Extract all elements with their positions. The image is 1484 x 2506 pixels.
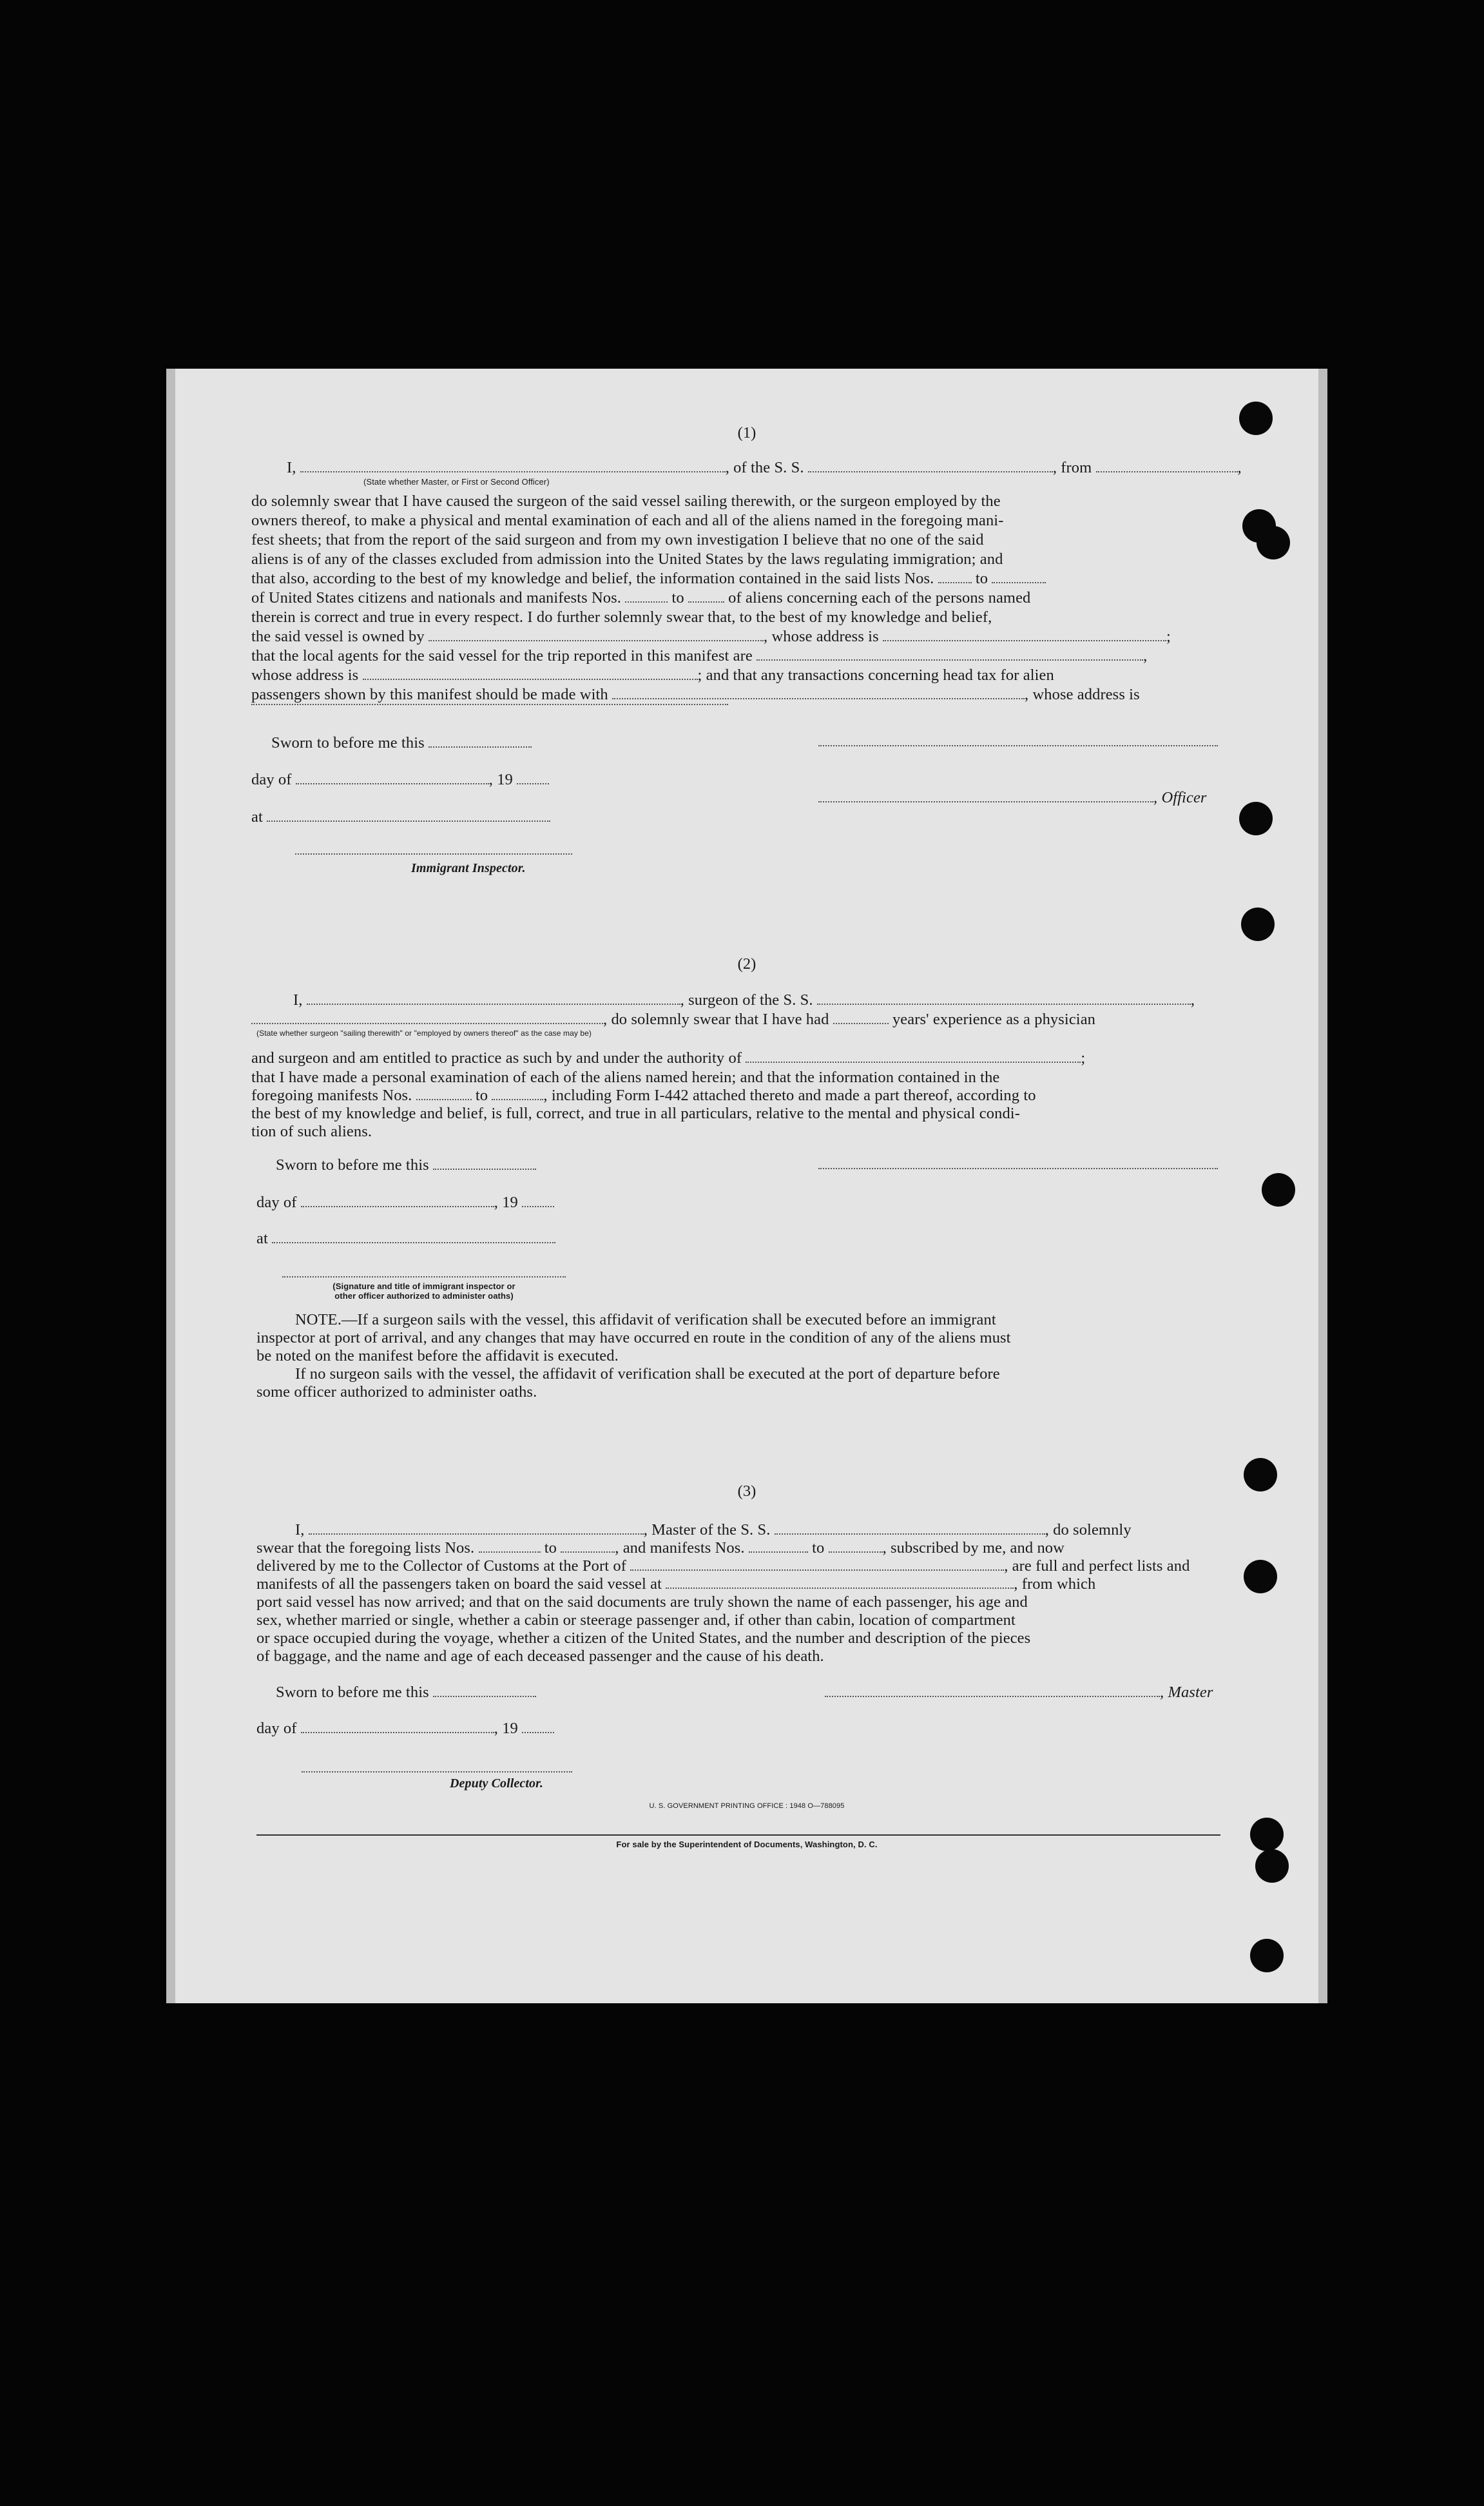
s3-manifests-to-field[interactable] [829, 1540, 883, 1553]
s1-at-field[interactable] [267, 809, 550, 822]
s1-year-field[interactable] [517, 772, 549, 784]
s3-master-name-field[interactable] [309, 1522, 644, 1535]
s3-master-line: , Master [825, 1684, 1213, 1702]
lists-to-field[interactable] [992, 570, 1046, 583]
s2-ship-name-field[interactable] [817, 992, 1191, 1005]
s2-note-line: inspector at port of arrival, and any changes that may have occurred en route in the condition of any of the aliens must [256, 1329, 1011, 1346]
ship-name-field[interactable] [808, 460, 1053, 472]
s1-para-line: do solemnly swear that I have caused the surgeon of the said vessel sailing therewith, or the surgeon employed by the [251, 492, 1001, 510]
s1-para-line: therein is correct and true in every respect. I do further solemnly swear that, to the best of my knowledge and belief, [251, 608, 992, 626]
s2-manifests-from-field[interactable] [416, 1087, 472, 1100]
s2-month-field[interactable] [301, 1194, 494, 1207]
s2-note-line: be noted on the manifest before the affidavit is executed. [256, 1347, 619, 1365]
s1-para-line: that the local agents for the said vessel for the trip reported in this manifest are , [251, 647, 1148, 665]
s3-para-line: delivered by me to the Collector of Customs at the Port of , are full and perfect lists and [256, 1557, 1190, 1575]
authority-field[interactable] [746, 1050, 1081, 1063]
s1-officer-field[interactable] [818, 790, 1153, 802]
s3-lists-from-field[interactable] [479, 1540, 541, 1553]
s3-deputy-signature-line[interactable] [302, 1771, 572, 1773]
s2-sworn-day-field[interactable] [433, 1157, 536, 1170]
owner-field[interactable] [429, 628, 764, 641]
master-name-field[interactable] [300, 460, 726, 472]
surgeon-name-field[interactable] [307, 992, 680, 1005]
footer-sale-note: For sale by the Superintendent of Documents, Washington, D. C. [616, 1840, 878, 1849]
s1-para-line: aliens is of any of the classes excluded from admission into the United States by the laws regulating immigration; and [251, 550, 1003, 568]
s2-note-line: some officer authorized to administer oaths. [256, 1383, 537, 1401]
s2-sworn: Sworn to before me this [276, 1156, 536, 1174]
agents-address-field[interactable] [363, 667, 698, 680]
s3-sworn-day-field[interactable] [433, 1684, 536, 1697]
s3-para-line: manifests of all the passengers taken on board the said vessel at , from which [256, 1575, 1096, 1593]
s3-year-field[interactable] [522, 1720, 554, 1733]
s3-deputy-label: Deputy Collector. [450, 1776, 544, 1791]
surgeon-status-field[interactable] [251, 1011, 603, 1024]
manifests-from-field[interactable] [625, 590, 668, 603]
s2-sig-label-1: (Signature and title of immigrant inspector or [332, 1281, 516, 1291]
s3-sworn: Sworn to before me this [276, 1684, 536, 1702]
customs-port-field[interactable] [630, 1558, 1004, 1571]
s2-para-line: that I have made a personal examination of each of the aliens named herein; and that the information contained in the [251, 1069, 1000, 1086]
s1-para-line: fest sheets; that from the report of the said surgeon and from my own investigation I believe that no one of the said [251, 531, 984, 549]
s1-month-field[interactable] [296, 772, 489, 784]
s1-para-line: of United States citizens and nationals and manifests Nos. to of aliens concerning each of the persons named [251, 589, 1031, 607]
s1-officer-note: (State whether Master, or First or Second Officer) [363, 477, 550, 487]
local-agents-field[interactable] [756, 648, 1143, 661]
s2-para-line: the best of my knowledge and belief, is full, correct, and true in all particulars, relative to the mental and physical condi- [251, 1105, 1020, 1122]
s2-surgeon-note: (State whether surgeon "sailing therewith" or "employed by owners thereof" as the case may be) [256, 1029, 592, 1038]
s3-master-signature-field[interactable] [825, 1684, 1160, 1697]
s2-year-field[interactable] [522, 1194, 554, 1207]
s2-para-line: tion of such aliens. [251, 1123, 372, 1140]
s2-signature-line[interactable] [818, 1168, 1218, 1169]
section-1-heading: (1) [737, 424, 756, 442]
s1-at: at [251, 808, 550, 826]
s1-para-line: whose address is ; and that any transactions concerning head tax for alien [251, 666, 1054, 684]
s1-line-1: I, , of the S. S. , from , [287, 459, 1242, 476]
s2-note-line: NOTE.—If a surgeon sails with the vessel, this affidavit of verification shall be executed before an immigrant [295, 1311, 996, 1328]
s3-lists-to-field[interactable] [561, 1540, 615, 1553]
owner-address-field[interactable] [883, 628, 1166, 641]
s3-para-line: of baggage, and the name and age of each deceased passenger and the cause of his death. [256, 1647, 824, 1665]
s3-para-line: swear that the foregoing lists Nos. to , and manifests Nos. to , subscribed by me, and now [256, 1539, 1065, 1557]
lists-from-field[interactable] [938, 570, 972, 583]
s1-para-line: the said vessel is owned by , whose address is ; [251, 628, 1171, 645]
s2-at: at [256, 1230, 555, 1248]
s2-line-1: I, , surgeon of the S. S. , [293, 991, 1195, 1009]
s1-sworn: Sworn to before me this [271, 734, 532, 752]
form-content [166, 369, 1327, 2003]
s3-line-1: I, , Master of the S. S. , do solemnly [295, 1521, 1132, 1539]
departure-port-field[interactable] [666, 1576, 1014, 1589]
s1-dayof: day of , 19 [251, 771, 549, 789]
years-experience-field[interactable] [833, 1011, 889, 1024]
section-3-heading: (3) [737, 1482, 756, 1500]
s2-officer-signature-line[interactable] [282, 1276, 566, 1277]
s3-dayof: day of , 19 [256, 1720, 554, 1738]
address-continuation-field[interactable] [251, 704, 728, 705]
s3-month-field[interactable] [301, 1720, 494, 1733]
s1-officer-line: , Officer [818, 789, 1207, 807]
s1-sworn-day-field[interactable] [429, 735, 532, 748]
s2-manifests-to-field[interactable] [492, 1087, 543, 1100]
s3-manifests-from-field[interactable] [749, 1540, 808, 1553]
s2-para-line: foregoing manifests Nos. to , including Form I-442 attached thereto and made a part thereof, according to [251, 1087, 1036, 1104]
s2-para-line: and surgeon and am entitled to practice as such by and under the authority of ; [251, 1049, 1086, 1067]
s3-ship-name-field[interactable] [775, 1522, 1045, 1535]
head-tax-contact-field[interactable] [612, 686, 1025, 699]
s3-para-line: port said vessel has now arrived; and that on the said documents are truly shown the name of each passenger, his age and [256, 1593, 1028, 1611]
s2-line-2: , do solemnly swear that I have had years' experience as a physician [251, 1011, 1095, 1029]
s1-para-line: owners thereof, to make a physical and mental examination of each and all of the aliens named in the foregoing mani- [251, 512, 1004, 529]
section-2-heading: (2) [737, 955, 756, 973]
gpo-imprint: U. S. GOVERNMENT PRINTING OFFICE : 1948 O—788095 [649, 1802, 845, 1810]
s1-para-line: passengers shown by this manifest should be made with , whose address is [251, 686, 1140, 703]
from-port-field[interactable] [1096, 460, 1238, 472]
s2-note-line: If no surgeon sails with the vessel, the affidavit of verification shall be executed at the port of departure before [295, 1365, 1000, 1383]
s2-at-field[interactable] [272, 1230, 555, 1243]
s2-sig-label-2: other officer authorized to administer oaths) [334, 1291, 514, 1301]
s3-para-line: or space occupied during the voyage, whether a citizen of the United States, and the number and description of the pieces [256, 1629, 1031, 1647]
s1-inspector-label: Immigrant Inspector. [411, 861, 526, 875]
s1-signature-line[interactable] [818, 745, 1218, 746]
manifests-to-field[interactable] [688, 590, 724, 603]
s2-dayof: day of , 19 [256, 1194, 554, 1212]
s1-inspector-signature-line[interactable] [295, 853, 572, 855]
s3-para-line: sex, whether married or single, whether a cabin or steerage passenger and, if other than cabin, location of compartment [256, 1611, 1016, 1629]
footer-rule [256, 1834, 1220, 1836]
s1-para-line: that also, according to the best of my knowledge and belief, the information contained in the said lists Nos. to [251, 570, 1046, 588]
document-page [166, 369, 1327, 2003]
